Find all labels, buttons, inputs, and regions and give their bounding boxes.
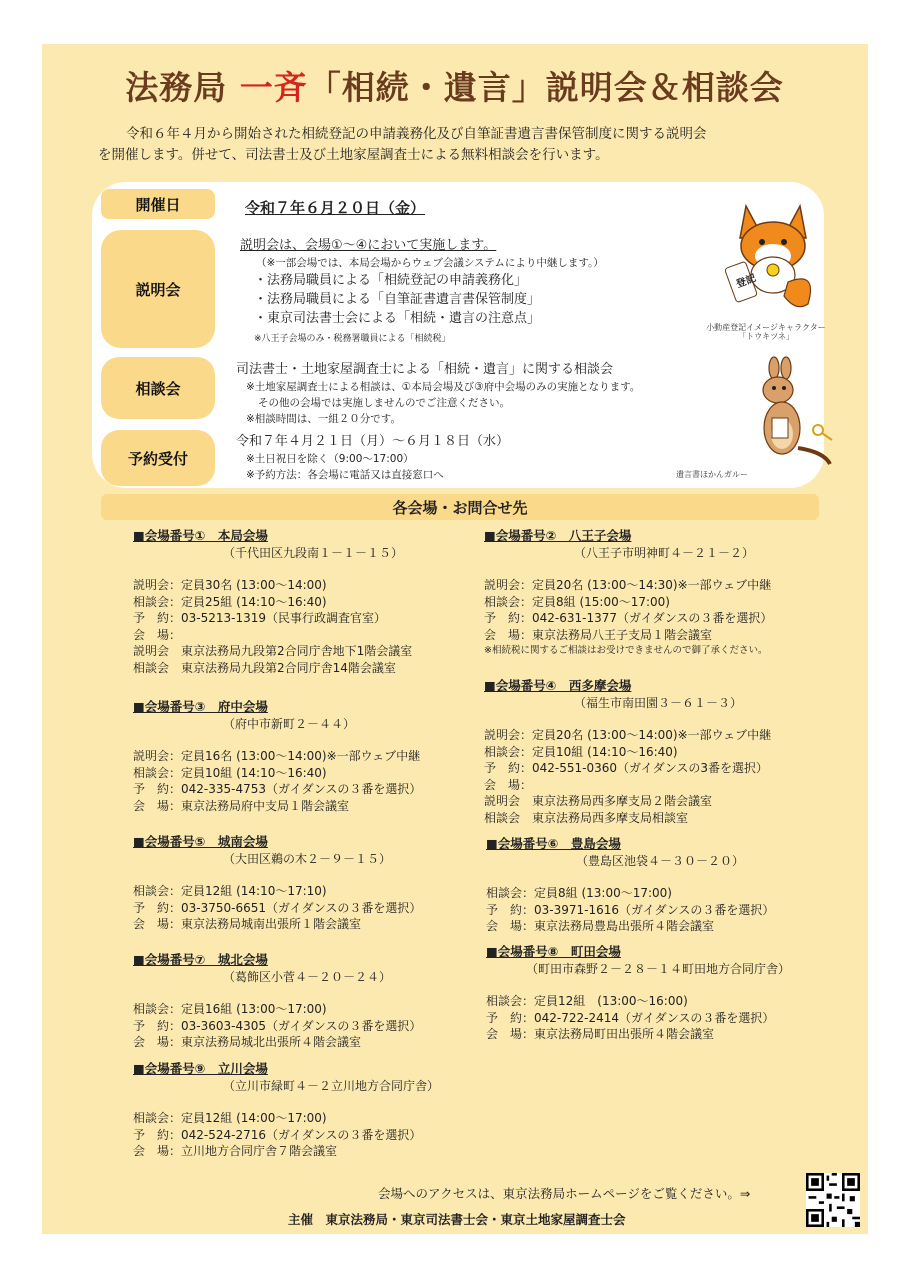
- intro-line-2: を開催します。併せて、司法書士及び土地家屋調査士による無料相談会を行います。: [98, 147, 609, 163]
- consultation-note: ※土地家屋調査士による相談は、①本局会場及び③府中会場のみの実施となります。: [246, 381, 641, 393]
- venue-address: （府中市新町２－４４）: [223, 716, 356, 731]
- venue-heading: ■会場番号② 八王子会場: [484, 528, 632, 543]
- venue-4: [484, 678, 771, 826]
- venue-line: 会 場：: [133, 627, 182, 642]
- venue-line: 会 場：東京法務局府中支局１階会議室: [133, 798, 350, 813]
- venue-address: （福生市南田園３－６１－３）: [574, 695, 743, 710]
- event-date: 令和７年６月２０日（金）: [245, 199, 426, 217]
- venue-line: 会 場：東京法務局町田出張所４階会議室: [486, 1027, 715, 1041]
- kangaroo-mascot-icon: [748, 356, 836, 468]
- venue-address: （立川市緑町４－２立川地方合同庁舎）: [223, 1078, 440, 1093]
- explanation-item: ・法務局職員による「相続登記の申請義務化」: [254, 273, 528, 288]
- venue-line: 会 場：東京法務局豊島出張所４階会議室: [486, 919, 715, 933]
- venue-line: 説明会：定員20名 (13:00～14:00)※一部ウェブ中継: [484, 728, 772, 742]
- venue-heading: ■会場番号⑧ 町田会場: [486, 944, 621, 959]
- venue-address: （八王子市明神町４－２１－２）: [574, 545, 755, 560]
- consultation-note: その他の会場では実施しませんのでご注意ください。: [258, 397, 510, 409]
- venue-address: （葛飾区小菅４－２０－２４）: [223, 969, 392, 984]
- venue-line: 会 場：立川地方合同庁舎７階会議室: [133, 1144, 338, 1158]
- venue-7: [133, 952, 421, 1051]
- venue-address: （大田区鵜の木２－９－１５）: [223, 851, 392, 866]
- venue-line: 相談会：定員12組 (13:00～16:00): [486, 994, 688, 1008]
- venue-line: 相談会：定員10組 (14:10～16:40): [133, 765, 327, 780]
- venue-line: 予 約：042-335-4753（ガイダンスの３番を選択）: [133, 782, 422, 796]
- qr-code-icon[interactable]: [806, 1173, 860, 1227]
- title-pre: 法務局: [125, 68, 228, 107]
- kangaroo-caption: 遺言書ほかんガルー: [676, 470, 748, 479]
- venue-heading: ■会場番号④ 西多摩会場: [484, 678, 632, 693]
- venue-line: 相談会 東京法務局九段第2合同庁舎14階会議室: [133, 660, 396, 675]
- venue-line: 予 約：03-3750-6651（ガイダンスの３番を選択）: [133, 900, 422, 915]
- venue-line: 相談会：定員25組 (14:10～16:40): [133, 594, 327, 609]
- venue-line: 予 約：03-3603-4305（ガイダンスの３番を選択）: [133, 1018, 422, 1033]
- venue-line: 予 約：042-722-2414（ガイダンスの３番を選択）: [486, 1010, 775, 1025]
- tax-note: ※八王子会場のみ・税務署職員による「相続税」: [254, 334, 451, 344]
- venue-line: 会 場：東京法務局八王子支局１階会議室: [484, 627, 713, 642]
- venue-line: 予 約：042-551-0360（ガイダンスの3番を選択）: [484, 761, 769, 775]
- venue-address: （町田市森野２－２８－１４町田地方合同庁舎）: [526, 961, 791, 976]
- reservation-note: ※予約方法：各会場に電話又は直接窓口へ: [246, 469, 444, 481]
- venue-line: 説明会：定員16名 (13:00～14:00)※一部ウェブ中継: [133, 749, 421, 763]
- venue-2: [484, 528, 772, 660]
- venue-heading: ■会場番号③ 府中会場: [133, 699, 268, 714]
- venue-line: 相談会 東京法務局西多摩支局相談室: [484, 810, 689, 825]
- venue-note: ※相続税に関するご相談はお受けできませんので御了承ください。: [484, 645, 768, 656]
- venue-heading: ■会場番号① 本局会場: [133, 528, 268, 543]
- fox-caption: [706, 323, 826, 341]
- explanation-lead: 説明会は、会場①～④において実施します。: [240, 238, 497, 253]
- venue-8: [486, 944, 790, 1043]
- sponsor-line: 主催 東京法務局・東京司法書士会・東京土地家屋調査士会: [288, 1212, 626, 1227]
- venue-line: 相談会：定員8組 (13:00～17:00): [486, 886, 672, 900]
- venue-line: 相談会：定員8組 (15:00～17:00): [484, 594, 670, 609]
- reservation-note: ※土日祝日を除く（9:00～17:00）: [246, 453, 414, 465]
- venue-line: 予 約：042-631-1377（ガイダンスの３番を選択）: [484, 611, 773, 625]
- consultation-note: ※相談時間は、一組２０分です。: [246, 413, 401, 425]
- venue-line: 会 場：: [484, 777, 533, 792]
- title-highlight: 一斉: [239, 68, 308, 107]
- venue-heading: ■会場番号⑨ 立川会場: [133, 1061, 268, 1076]
- venue-line: 説明会 東京法務局西多摩支局２階会議室: [484, 794, 713, 808]
- venue-heading: ■会場番号⑥ 豊島会場: [486, 836, 621, 851]
- fox-sign-text: 登記: [734, 273, 758, 291]
- venue-line: 説明会：定員30名 (13:00～14:00): [133, 578, 327, 592]
- page-title: [0, 62, 909, 109]
- venue-address: （豊島区池袋４－３０－２０）: [576, 853, 745, 868]
- explanation-block: [240, 236, 604, 349]
- venue-line: 予 約：03-3971-1616（ガイダンスの３番を選択）: [486, 902, 775, 917]
- intro-text: [98, 124, 812, 166]
- reservation-period: 令和７年４月２１日（月）～６月１８日（水）: [236, 434, 510, 449]
- venue-line: 説明会：定員20名 (13:00～14:30)※一部ウェブ中継: [484, 578, 772, 592]
- venue-6: [486, 836, 774, 935]
- venue-line: 会 場：東京法務局城南出張所１階会議室: [133, 917, 362, 931]
- venue-line: 相談会：定員12組 (14:10～17:10): [133, 884, 327, 898]
- intro-line-1: 令和６年４月から開始された相続登記の申請義務化及び自筆証書遺言書保管制度に関する説明会: [126, 126, 707, 142]
- venue-heading: ■会場番号⑤ 城南会場: [133, 834, 268, 849]
- reservation-block: [236, 432, 509, 483]
- title-post: 「相続・遺言」説明会＆相談会: [307, 68, 784, 107]
- label-explanation: 説明会: [101, 230, 215, 348]
- venue-address: （千代田区九段南１－１－１５）: [223, 545, 404, 560]
- label-reservation: 予約受付: [101, 430, 215, 486]
- consultation-lead: 司法書士・土地家屋調査士による「相続・遺言」に関する相談会: [236, 362, 614, 377]
- venue-line: 相談会：定員16組 (13:00～17:00): [133, 1002, 327, 1016]
- venue-line: 会 場：東京法務局城北出張所４階会議室: [133, 1035, 362, 1049]
- venue-line: 予 約：03-5213-1319（民事行政調査官室）: [133, 611, 387, 625]
- fox-caption-line: 「トウキツネ」: [738, 332, 794, 341]
- venue-heading: ■会場番号⑦ 城北会場: [133, 952, 268, 967]
- consultation-block: [236, 360, 640, 427]
- fox-caption-line: 小動産登記イメージキャラクター: [706, 323, 826, 332]
- venue-line: 予 約：042-524-2716（ガイダンスの３番を選択）: [133, 1127, 422, 1142]
- venue-line: 説明会 東京法務局九段第2合同庁舎地下1階会議室: [133, 644, 413, 658]
- explanation-item: ・法務局職員による「自筆証書遺言書保管制度」: [254, 292, 541, 307]
- venue-5: [133, 834, 421, 933]
- label-consultation: 相談会: [101, 357, 215, 419]
- venue-3: [133, 699, 421, 814]
- explanation-note: （※一部会場では、本局会場からウェブ会議システムにより中継します。）: [256, 257, 604, 269]
- venue-line: 相談会：定員10組 (14:10～16:40): [484, 744, 678, 759]
- access-info: 会場へのアクセスは、東京法務局ホームページをご覧ください。⇒: [378, 1186, 751, 1201]
- venue-1: [133, 528, 412, 676]
- label-date: 開催日: [101, 189, 215, 219]
- explanation-item: ・東京司法書士会による「相続・遺言の注意点」: [254, 311, 541, 326]
- venues-section-title: 各会場・お問合せ先: [101, 494, 819, 520]
- venue-line: 相談会：定員12組 (14:00～17:00): [133, 1111, 327, 1125]
- venue-9: [133, 1061, 439, 1160]
- fox-mascot-icon: [722, 200, 822, 320]
